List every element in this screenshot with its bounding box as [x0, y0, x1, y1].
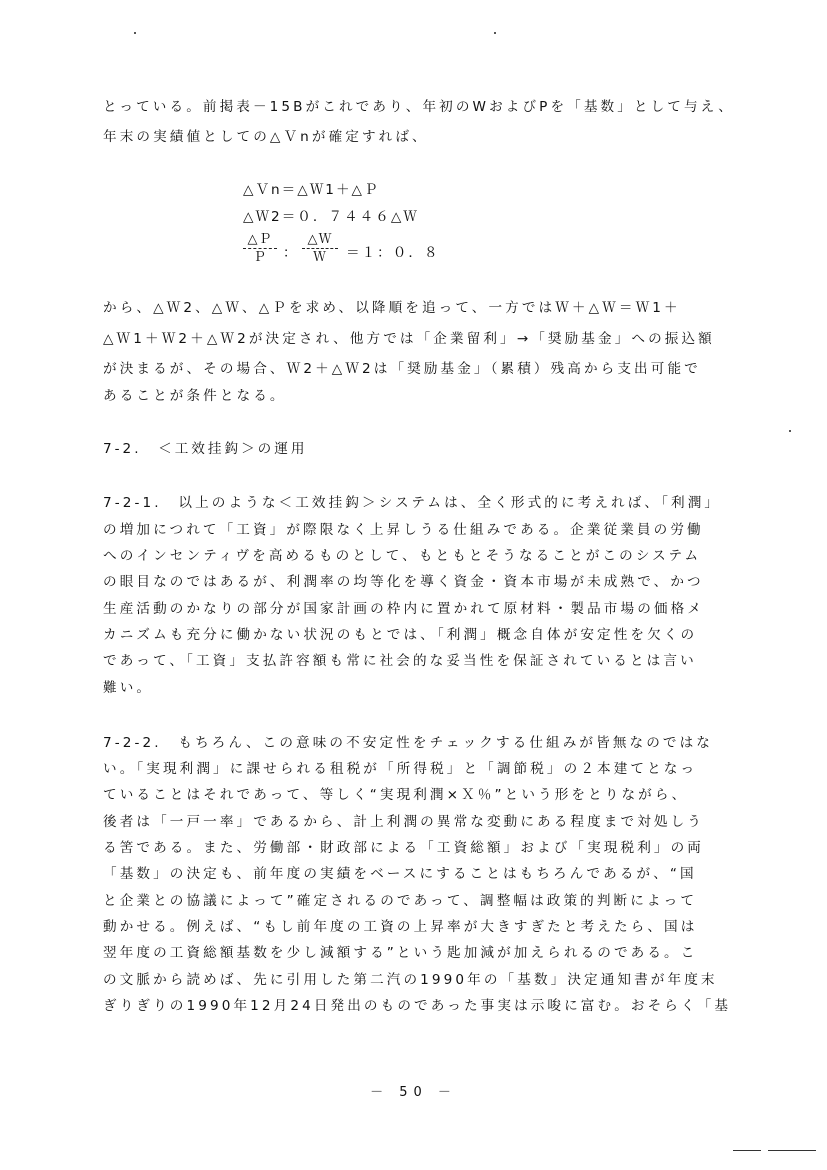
text-line: 翌年度の工資総額基数を少し減額する”という匙加減が加えられるのである。こ	[103, 945, 698, 961]
ratio-colon: ：	[283, 245, 299, 261]
scan-speck	[789, 430, 791, 432]
fraction-bar	[302, 248, 338, 249]
text-line: 年末の実績値としての△Ｖnが確定すれば、	[103, 129, 429, 145]
text-line: 後者は「一戸一率」であるから、計上利潤の異常な変動にある程度まで対処しう	[103, 814, 704, 830]
text-line: 7-2-2. もちろん、この意味の不安定性をチェックする仕組みが皆無なのではな	[103, 735, 713, 751]
text-line: の文脈から読めば、先に引用した第二汽の1990年の「基数」決定通知書が年度末	[103, 972, 718, 988]
text-line: とっている。前掲表－15Bがこれであり、年初のWおよびPを「基数」として与え、	[103, 99, 735, 115]
footer-rule	[768, 1150, 816, 1151]
fraction-dp-over-p	[243, 232, 277, 265]
text-line: る筈である。また、労働部・財政部による「工資総額」および「実現税利」の両	[103, 840, 704, 856]
text-line: カニズムも充分に働かない状況のもとでは、「利潤」概念自体が安定性を欠くの	[103, 627, 698, 643]
text-line: 動かせる。例えば、“もし前年度の工資の上昇率が大きすぎたと考えたら、国は	[103, 919, 698, 935]
ratio-value: ＝１：０．８	[346, 245, 440, 261]
footer-rule	[733, 1150, 761, 1151]
text-line: 7-2-1. 以上のような＜工效挂鈎＞システムは、全く形式的に考えれば、「利潤」	[103, 495, 722, 511]
equation-2: △Ｗ2＝０．７４４６△Ｗ	[243, 209, 419, 225]
text-line: ていることはそれであって、等しく“実現利潤×Ｘ％”という形をとりながら、	[103, 787, 689, 803]
text-line: の眼目なのではあるが、利潤率の均等化を導く資金・資本市場が未成熟で、かつ	[103, 574, 704, 590]
fraction-numerator: △Ｐ	[247, 232, 273, 247]
text-line: と企業との協議によって”確定されるのであって、調整幅は政策的判断によって	[103, 893, 698, 909]
fraction-dw-over-w	[302, 232, 338, 265]
text-line: であって、「工資」支払許容額も常に社会的な妥当性を保証されているとは言い	[103, 653, 697, 669]
equation-1: △Ｖn＝△Ｗ1＋△Ｐ	[243, 182, 380, 198]
text-line: の増加につれて「工資」が際限なく上昇しうる仕組みである。企業従業員の労働	[103, 522, 704, 538]
text-line: から、△Ｗ2、△Ｗ、△Ｐを求め、以降順を追って、一方ではＷ＋△Ｗ＝Ｗ1＋	[103, 300, 681, 316]
text-line: △Ｗ1＋Ｗ2＋△Ｗ2が決定され、他方では「企業留利」→「奨励基金」への振込額	[103, 331, 715, 347]
page-number: － 50 －	[370, 1085, 457, 1100]
text-line: 「基数」の決定も、前年度の実績をベースにすることはもちろんであるが、“国	[103, 866, 697, 882]
text-line: あることが条件となる。	[103, 388, 287, 404]
text-line: ぎりぎりの1990年12月24日発出のものであった事実は示唆に富む。おそらく「基	[103, 998, 732, 1014]
fraction-denominator: Ｗ	[312, 250, 327, 265]
fraction-denominator: Ｐ	[252, 250, 267, 265]
text-line: が決まるが、その場合、Ｗ2＋△Ｗ2は「奨励基金」（累積）残高から支出可能で	[103, 361, 701, 377]
section-heading: 7-2. ＜工效挂鈎＞の運用	[103, 441, 308, 457]
text-line: い。「実現利潤」に課せられる租税が「所得税」と「調節税」の２本建てとなっ	[103, 761, 698, 777]
text-line: 生産活動のかなりの部分が国家計画の枠内に置かれて原材料・製品市場の価格メ	[103, 601, 704, 617]
scan-speck	[494, 32, 496, 34]
scan-speck	[134, 32, 136, 34]
fraction-numerator: △Ｗ	[307, 232, 333, 247]
text-line: 難い。	[103, 680, 154, 696]
fraction-bar	[243, 248, 277, 249]
text-line: へのインセンティヴを高めるものとして、もともとそうなることがこのシステム	[103, 548, 702, 564]
